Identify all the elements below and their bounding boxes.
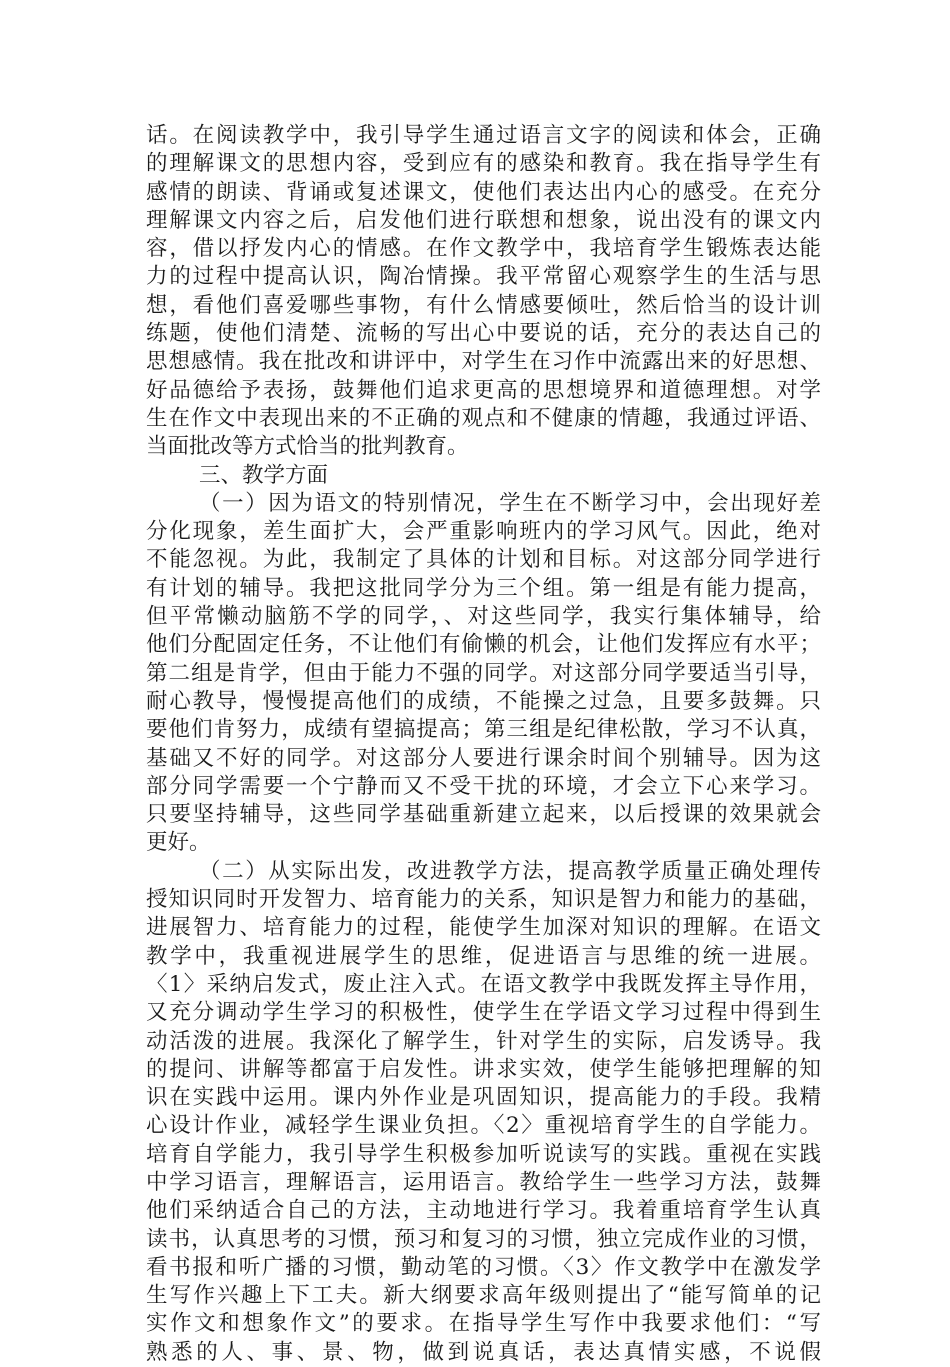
document-body — [146, 122, 821, 1367]
text-line: 力的过程中提高认识，陶冶情操。我平常留心观察学生的生活与思 — [146, 264, 821, 290]
text-line: 生写作兴趣上下工夫。新大纲要求高年级则提出了“能写简单的记 — [146, 1283, 821, 1309]
text-line: 练题，使他们清楚、流畅的写出心中要说的话，充分的表达自己的 — [146, 321, 821, 347]
text-line: 又充分调动学生学习的积极性，使学生在学语文学习过程中得到生 — [146, 1000, 821, 1026]
text-line: （二）从实际出发，改进教学方法，提高教学质量正确处理传 — [199, 858, 821, 884]
text-line: 生在作文中表现出来的不正确的观点和不健康的情趣，我通过评语、 — [146, 405, 821, 431]
text-line: 部分同学需要一个宁静而又不受干扰的环境，才会立下心来学习。 — [146, 773, 821, 799]
text-line: 熟悉的人、事、景、物，做到说真话，表达真情实感，不说假 — [146, 1339, 821, 1365]
text-line: 话。在阅读教学中，我引导学生通过语言文字的阅读和体会，正确 — [146, 123, 821, 148]
text-line: 只要坚持辅导，这些同学基础重新建立起来，以后授课的效果就会 — [146, 802, 821, 828]
text-line: 分化现象，差生面扩大，会严重影响班内的学习风气。因此，绝对 — [146, 519, 821, 545]
text-line: 的理解课文的思想内容，受到应有的感染和教育。我在指导学生有 — [146, 151, 821, 177]
text-line: 中学习语言，理解语言，运用语言。教给学生一些学习方法，鼓舞 — [146, 1169, 821, 1195]
text-line: 基础又不好的同学。对这部分人要进行课余时间个别辅导。因为这 — [146, 745, 821, 771]
text-line: 读书，认真思考的习惯，预习和复习的习惯，独立完成作业的习惯， — [146, 1226, 821, 1252]
text-line: 好品德给予表扬，鼓舞他们追求更高的思想境界和道德理想。对学 — [146, 377, 821, 403]
text-line: 心设计作业，减轻学生课业负担。〈2〉重视培育学生的自学能力。 — [146, 1113, 821, 1139]
text-line: 感情的朗读、背诵或复述课文，使他们表达出内心的感受。在充分 — [146, 179, 821, 205]
text-line: 耐心教导，慢慢提高他们的成绩，不能操之过急，且要多鼓舞。只 — [146, 688, 821, 714]
text-line: 教学中，我重视进展学生的思维，促进语言与思维的统一进展。 — [146, 943, 821, 969]
text-line: 当面批改等方式恰当的批判教育。 — [146, 434, 469, 460]
text-line: 思想感情。我在批改和讲评中，对学生在习作中流露出来的好思想、 — [146, 349, 821, 375]
text-line: 要他们肯努力，成绩有望搞提高；第三组是纪律松散，学习不认真， — [146, 717, 821, 743]
text-line: 识在实践中运用。课内外作业是巩固知识，提高能力的手段。我精 — [146, 1085, 821, 1111]
text-line: 理解课文内容之后，启发他们进行联想和想象，说出没有的课文内 — [146, 207, 821, 233]
text-line: 有计划的辅导。我把这批同学分为三个组。第一组是有能力提高， — [146, 575, 821, 601]
text-line: 的提问、讲解等都富于启发性。讲求实效，使学生能够把理解的知 — [146, 1056, 821, 1082]
text-line: 更好。 — [146, 830, 211, 856]
text-line: 他们分配固定任务，不让他们有偷懒的机会，让他们发挥应有水平； — [146, 632, 821, 658]
text-line: 授知识同时开发智力、培育能力的关系，知识是智力和能力的基础， — [146, 887, 821, 913]
text-line: 进展智力、培育能力的过程，能使学生加深对知识的理解。在语文 — [146, 915, 821, 941]
text-line: 他们采纳适合自己的方法，主动地进行学习。我着重培育学生认真 — [146, 1198, 821, 1224]
text-line: 〈1〉采纳启发式，废止注入式。在语文教学中我既发挥主导作用， — [146, 971, 821, 997]
text-line: 动活泼的进展。我深化了解学生，针对学生的实际，启发诱导。我 — [146, 1028, 821, 1054]
text-line: 培育自学能力，我引导学生积极参加听说读写的实践。重视在实践 — [146, 1141, 821, 1167]
text-line: 不能忽视。为此，我制定了具体的计划和目标。对这部分同学进行 — [146, 547, 821, 573]
section-heading: 三、教学方面 — [199, 462, 329, 488]
text-line: 容，借以抒发内心的情感。在作文教学中，我培育学生锻炼表达能 — [146, 236, 821, 262]
text-line: 看书报和听广播的习惯，勤动笔的习惯。〈3〉作文教学中在激发学 — [146, 1254, 821, 1280]
text-line: 但平常懒动脑筋不学的同学，、对这些同学，我实行集体辅导，给 — [146, 604, 821, 630]
text-line: 想，看他们喜爱哪些事物，有什么情感要倾吐，然后恰当的设计训 — [146, 292, 821, 318]
text-line: （一）因为语文的特别情况，学生在不断学习中，会出现好差 — [199, 490, 821, 516]
text-line: 第二组是肯学，但由于能力不强的同学。对这部分同学要适当引导， — [146, 660, 821, 686]
text-line: 实作文和想象作文”的要求。在指导学生写作中我要求他们：“写 — [146, 1311, 821, 1337]
